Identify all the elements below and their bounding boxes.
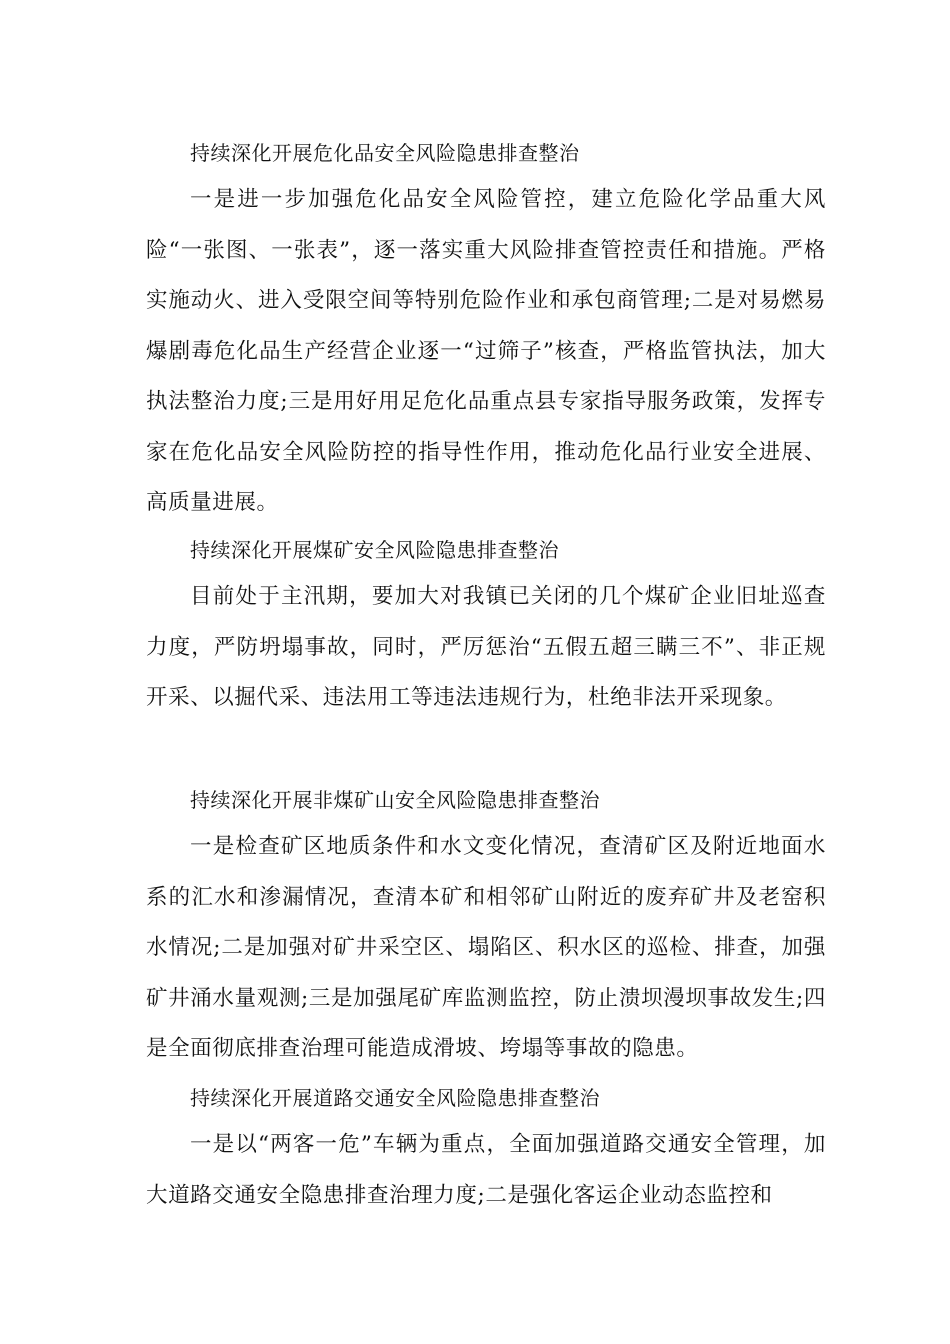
section-heading-road-traffic: 持续深化开展道路交通安全风险隐患排查整治 [190,1086,600,1110]
section-body-hazardous-chemicals: 一是进一步加强危化品安全风险管控，建立危险化学品重大风险“一张图、一张表”，逐一落实重大风险排查管控责任和措施。严格实施动火、进入受限空间等特别危险作业和承包商管理;二是对易燃易爆剧毒危化品生产经营企业逐一“过筛子”核查，严格监管执法，加大执法整治力度;三是用好用足危化品重点县专家指导服务政策，发挥专家在危化品安全风险防控的指导性作用，推动危化品行业安全进展、高质量进展。 [146,187,826,515]
section-body-road-traffic: 一是以“两客一危”车辆为重点，全面加强道路交通安全管理，加大道路交通安全隐患排查治理力度;二是强化客运企业动态监控和 [146,1132,826,1208]
section-body-coal-mines: 目前处于主汛期，要加大对我镇已关闭的几个煤矿企业旧址巡查力度，严防坍塌事故，同时，严厉惩治“五假五超三瞒三不”、非正规开采、以掘代采、违法用工等违法违规行为，杜绝非法开采现象。 [146,584,826,710]
section-heading-coal-mines: 持续深化开展煤矿安全风险隐患排查整治 [190,538,559,562]
section-heading-non-coal-mines: 持续深化开展非煤矿山安全风险隐患排查整治 [190,788,600,812]
section-body-non-coal-mines: 一是检查矿区地质条件和水文变化情况，查清矿区及附近地面水系的汇水和渗漏情况，查清本矿和相邻矿山附近的废弃矿井及老窑积水情况;二是加强对矿井采空区、塌陷区、积水区的巡检、排查，加强矿井涌水量观测;三是加强尾矿库监测监控，防止溃坝漫坝事故发生;四是全面彻底排查治理可能造成滑坡、垮塌等事故的隐患。 [146,834,826,1061]
section-heading-hazardous-chemicals: 持续深化开展危化品安全风险隐患排查整治 [190,141,580,165]
